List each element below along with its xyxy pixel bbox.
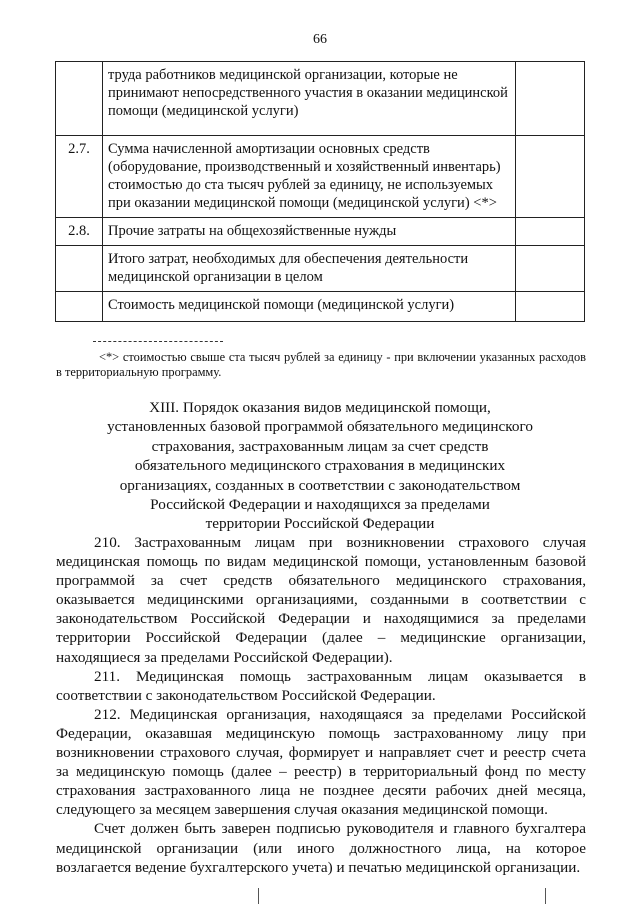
heading-line: территории Российской Федерации xyxy=(205,515,435,533)
heading-line: XIII. Порядок оказания видов медицинской помощи, xyxy=(149,399,491,416)
row-text: Сумма начисленной амортизации основных средств (оборудование, производственный и хозяйственный инвентарь) стоимостью до ста тысяч рублей за единицу, не используемых при оказании медицинской помощи (медицинской услуги) <*> xyxy=(103,136,516,218)
row-number xyxy=(56,292,103,322)
heading-line: установленных базовой программой обязательного медицинского xyxy=(107,418,533,436)
row-number: 2.7. xyxy=(56,136,103,218)
row-value xyxy=(516,246,585,292)
row-text: Итого затрат, необходимых для обеспечения деятельности медицинской организации в целом xyxy=(103,246,516,292)
row-value xyxy=(516,292,585,322)
section-heading xyxy=(60,398,580,534)
paragraph-212: 212. Медицинская организация, находящаяся за пределами Российской Федерации, оказавшая медицинскую помощь застрахованному лицу при возникновении страхового случая, формирует и направляет счет и реестр счета за медицинскую помощь (далее – реестр) в территориальный фонд по месту страхования застрахованного лица не позднее десяти рабочих дней месяца, следующего за месяцем завершения случая оказания медицинской помощи. xyxy=(56,705,586,819)
body-text xyxy=(56,533,586,877)
footnote: <*> стоимостью свыше ста тысяч рублей за единицу - при включении указанных расходов в территориальную программу. xyxy=(56,350,586,379)
table-row xyxy=(56,62,585,136)
page-number: 66 xyxy=(313,32,327,47)
table-row xyxy=(56,218,585,246)
cost-table xyxy=(55,61,585,322)
paragraph-211: 211. Медицинская помощь застрахованным лицам оказывается в соответствии с законодательством Российской Федерации. xyxy=(56,667,586,704)
row-text: Стоимость медицинской помощи (медицинской услуги) xyxy=(103,292,516,322)
row-text: труда работников медицинской организации, которые не принимают непосредственного участия в оказании медицинской помощи (медицинской услуги) xyxy=(103,62,516,136)
scan-mark-left xyxy=(258,888,259,904)
heading-line: обязательного медицинского страхования в медицинских xyxy=(134,457,506,475)
paragraph-invoice: Счет должен быть заверен подписью руководителя и главного бухгалтера медицинской организации (или иного должностного лица, на которое возлагается ведение бухгалтерского учета) и печатью медицинской организации. xyxy=(56,820,586,876)
heading-line: организациях, созданных в соответствии с законодательством xyxy=(119,476,521,494)
paragraph-210: 210. Застрахованным лицам при возникновении страхового случая медицинская помощь по видам медицинской помощи, установленным базовой программой за счет средств обязательного медицинского страхования, оказывается медицинскими организациями, созданными в соответствии с законодательством Российской Федерации и находящимися за пределами территории Российской Федерации (далее – медицинские организации, находящиеся за пределами Российской Федерации). xyxy=(56,534,586,666)
row-value xyxy=(516,218,585,246)
table-row xyxy=(56,246,585,292)
footnote-separator xyxy=(93,341,223,342)
row-number xyxy=(56,246,103,292)
table-row xyxy=(56,136,585,218)
heading-line: Российской Федерации и находящихся за пределами xyxy=(150,496,490,514)
row-number: 2.8. xyxy=(56,218,103,246)
table-row xyxy=(56,292,585,322)
row-number xyxy=(56,62,103,136)
row-value xyxy=(516,136,585,218)
heading-line: страхования, застрахованным лицам за счет средств xyxy=(151,437,489,455)
scan-mark-right xyxy=(545,888,546,904)
row-text: Прочие затраты на общехозяйственные нужды xyxy=(103,218,516,246)
row-value xyxy=(516,62,585,136)
